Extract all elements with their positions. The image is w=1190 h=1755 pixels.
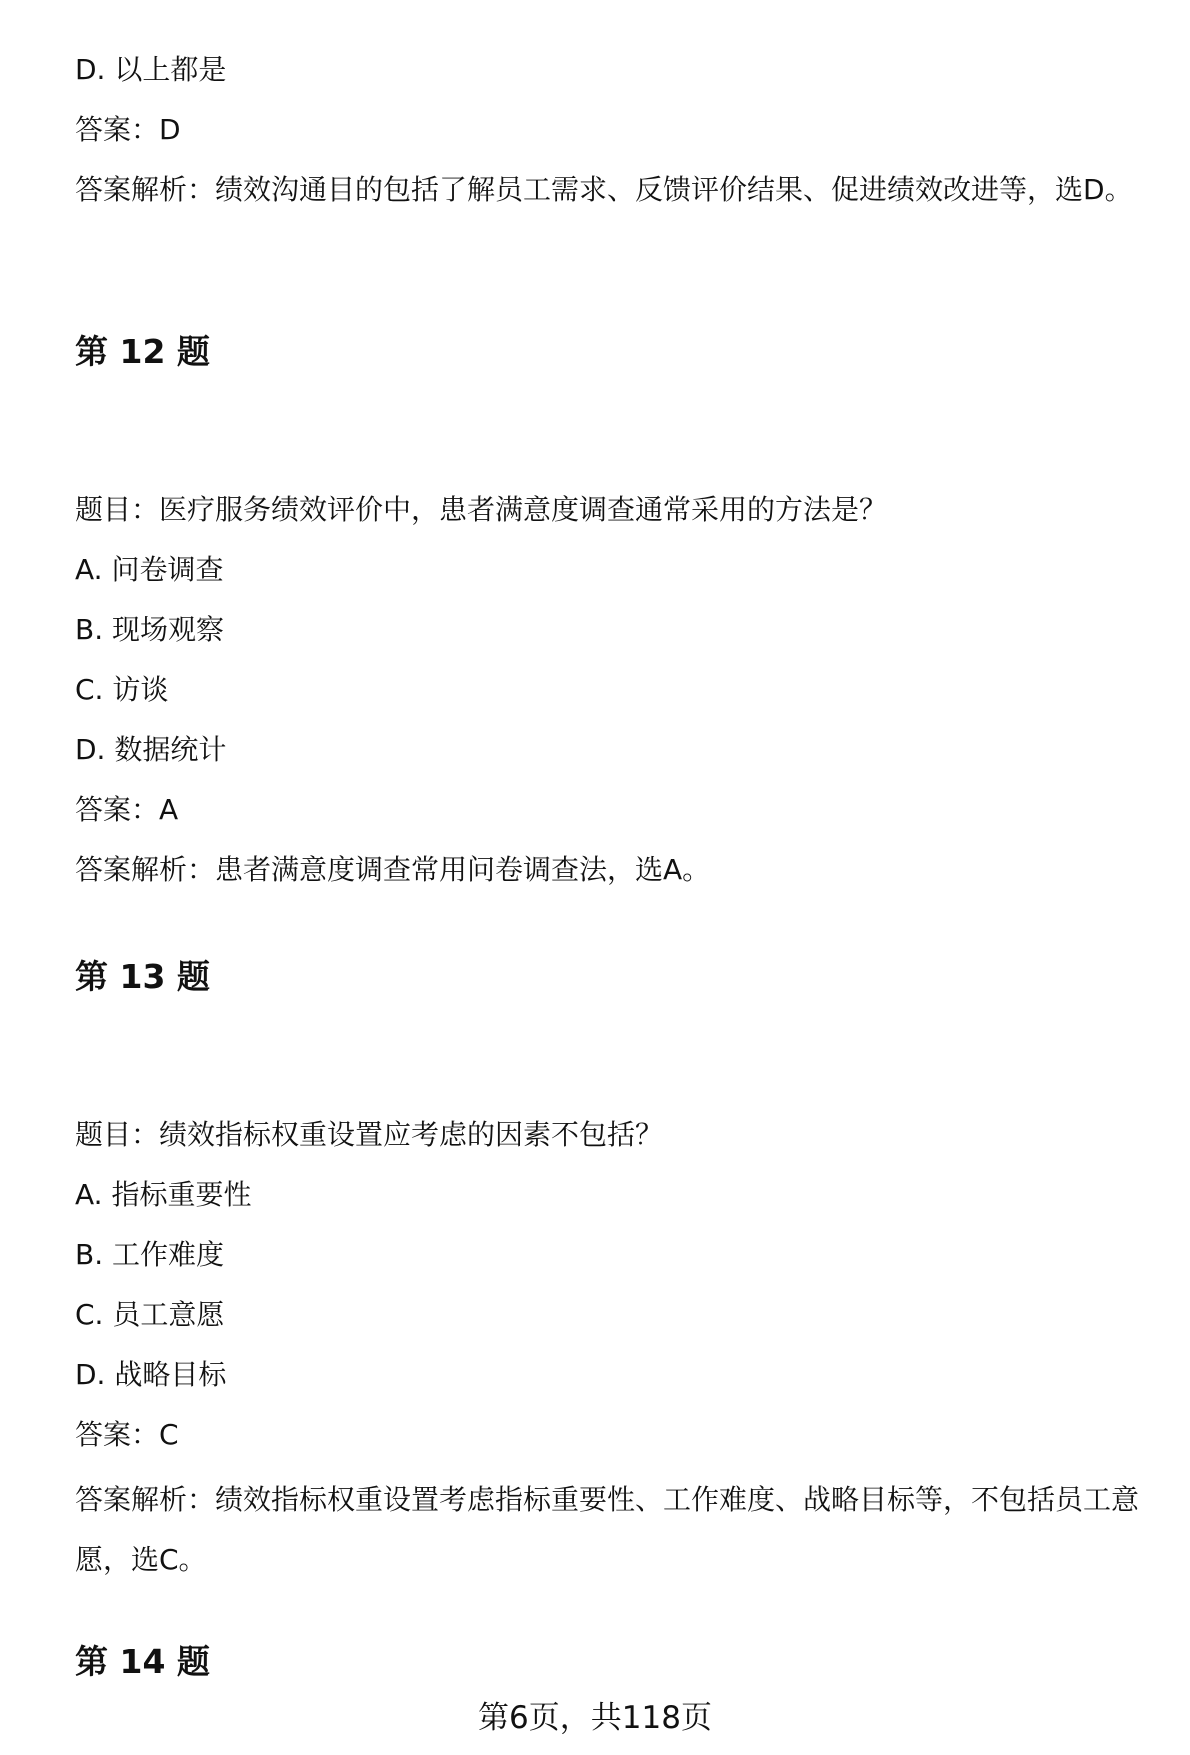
- question-text: 题目：医疗服务绩效评价中，患者满意度调查通常采用的方法是？: [75, 493, 888, 526]
- option-b: B. 现场观察: [75, 613, 225, 646]
- answer-analysis: 答案解析：患者满意度调查常用问卷调查法，选A。: [75, 853, 711, 886]
- answer-line: 答案：C: [75, 1418, 179, 1451]
- question-heading-14: 第 14 题: [75, 1642, 210, 1681]
- option-d: D. 以上都是: [75, 53, 227, 86]
- option-a: A. 指标重要性: [75, 1178, 252, 1211]
- option-a: A. 问卷调查: [75, 553, 224, 586]
- answer-line: 答案：D: [75, 113, 181, 146]
- page-number: 第6页，共118页: [478, 1700, 712, 1736]
- answer-analysis: 答案解析：绩效沟通目的包括了解员工需求、反馈评价结果、促进绩效改进等，选D。: [75, 173, 1133, 206]
- option-d: D. 战略目标: [75, 1358, 227, 1391]
- answer-line: 答案：A: [75, 793, 179, 826]
- option-b: B. 工作难度: [75, 1238, 225, 1271]
- question-text: 题目：绩效指标权重设置应考虑的因素不包括？: [75, 1118, 664, 1151]
- question-heading-13: 第 13 题: [75, 957, 210, 996]
- question-heading-12: 第 12 题: [75, 332, 210, 371]
- answer-analysis: 答案解析：绩效指标权重设置考虑指标重要性、工作难度、战略目标等，不包括员工意愿，选C。: [75, 1483, 1140, 1576]
- option-d: D. 数据统计: [75, 733, 227, 766]
- option-c: C. 访谈: [75, 673, 169, 706]
- option-c: C. 员工意愿: [75, 1298, 225, 1331]
